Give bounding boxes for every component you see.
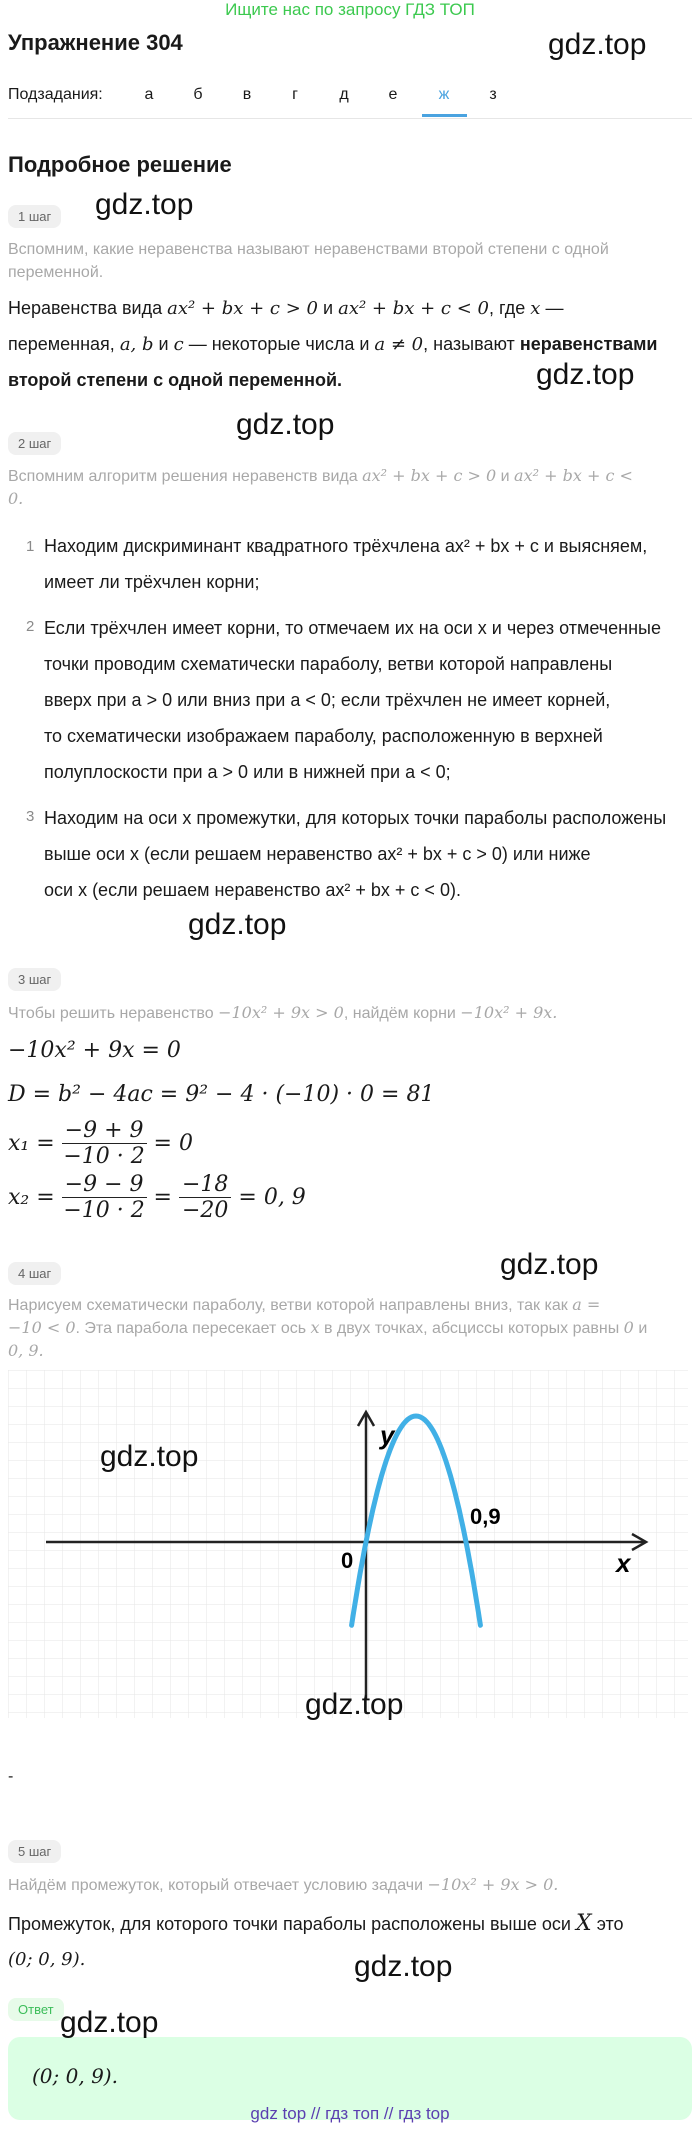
subtask-tab-d[interactable]: д	[339, 86, 349, 103]
footer-links[interactable]: gdz top // гдз топ // гдз top	[250, 2104, 450, 2123]
root-x1-equation: x₁ = $\frac{-9 + 9}{-10 \cdot 2}$ = 0	[8, 1118, 193, 1169]
watermark: gdz.top	[354, 1950, 453, 1983]
watermark: gdz.top	[100, 1440, 199, 1473]
active-tab-indicator	[422, 114, 467, 117]
section-title: Подробное решение	[8, 152, 232, 177]
step5-muted-text: Найдём промежуток, который отвечает условию задачи −10x² + 9x > 0.	[8, 1875, 559, 1894]
watermark: gdz.top	[188, 908, 287, 941]
step-badge: 5 шаг	[8, 1840, 61, 1863]
list-item-line: точки проводим схематически параболу, ветви которой направлены	[44, 654, 613, 674]
subtask-tab-z[interactable]: з	[489, 86, 497, 103]
list-number: 3	[26, 808, 35, 825]
origin-label: 0	[341, 1548, 354, 1573]
step4-muted-text-2: −10 < 0. Эта парабола пересекает ось x в двух точках, абсциссы которых равны 0 и	[8, 1318, 648, 1337]
step4-muted-text-3: 0, 9.	[8, 1341, 44, 1360]
step-badge: 1 шаг	[8, 205, 61, 228]
x-axis-label: x	[616, 1548, 631, 1578]
equation: −10x² + 9x = 0	[8, 1038, 181, 1063]
subtask-tab-e[interactable]: е	[388, 86, 398, 103]
list-item-line: оси x (если решаем неравенство ax² + bx + c < 0).	[44, 880, 461, 900]
watermark: gdz.top	[536, 358, 635, 391]
step2-muted-text: Вспомним алгоритм решения неравенств вида ax² + bx + c > 0 и ax² + bx + c <	[8, 466, 633, 485]
step-badge: 4 шаг	[8, 1262, 61, 1285]
root-x2-equation: x₂ = $\frac{-9 - 9}{-10 \cdot 2}$ = $\frac{-18}{-20}$ = 0, 9	[8, 1172, 306, 1223]
list-item-line: вверх при a > 0 или вниз при a < 0; если трёхчлен не имеет корней,	[44, 690, 611, 710]
step-badge: 2 шаг	[8, 432, 61, 455]
discriminant-equation: D = b² − 4ac = 9² − 4 · (−10) · 0 = 81	[8, 1082, 435, 1107]
top-banner: Ищите нас по запросу ГДЗ ТОП	[225, 0, 475, 19]
answer-value: (0; 0, 9).	[32, 2064, 118, 2088]
step-muted-text: Вспомним, какие неравенства называют неравенствами второй степени с одной переменной.	[8, 241, 609, 281]
subtask-tab-v[interactable]: в	[242, 86, 252, 103]
page-title: Упражнение 304	[8, 30, 183, 55]
list-item-line: выше оси x (если решаем неравенство ax² + bx + c > 0) или ниже	[44, 844, 591, 864]
step1-line2: переменная, a, b и c — некоторые числа и a ≠ 0, называют неравенствами	[8, 334, 658, 355]
divider	[8, 118, 692, 119]
separator-dash: -	[8, 1768, 14, 1785]
subtask-tab-g[interactable]: г	[292, 86, 298, 103]
list-item-line: Находим дискриминант квадратного трёхчлена ax² + bx + c и выясняем,	[44, 536, 648, 556]
step5-interval: (0; 0, 9).	[8, 1949, 86, 1970]
subtask-tab-b[interactable]: б	[193, 86, 203, 103]
watermark: gdz.top	[548, 28, 647, 61]
answer-badge: Ответ	[8, 1998, 64, 2021]
watermark: gdz.top	[500, 1248, 599, 1281]
list-item-line: то схематически изображаем параболу, расположенную в верхней	[44, 726, 603, 746]
subtask-tab-a[interactable]: а	[144, 86, 154, 103]
step2-muted-text-tail: 0.	[8, 489, 24, 508]
watermark: gdz.top	[60, 2006, 159, 2039]
watermark: gdz.top	[95, 188, 194, 221]
y-axis-label: y	[380, 1420, 395, 1450]
list-item-line: Находим на оси x промежутки, для которых точки параболы расположены	[44, 808, 667, 828]
parabola-graph	[8, 1370, 688, 1718]
subtasks-label: Подзадания:	[8, 86, 103, 103]
list-number: 2	[26, 618, 35, 635]
list-item-line: полуплоскости при a > 0 или в нижней при a < 0;	[44, 762, 451, 782]
list-item-line: имеет ли трёхчлен корни;	[44, 572, 260, 592]
watermark: gdz.top	[305, 1688, 404, 1721]
step5-line1: Промежуток, для которого точки параболы расположены выше оси X это	[8, 1911, 624, 1936]
subtask-tab-zh[interactable]: ж	[438, 86, 450, 103]
step-badge: 3 шаг	[8, 968, 61, 991]
step4-muted-text: Нарисуем схематически параболу, ветви которой направлены вниз, так как a =	[8, 1295, 601, 1314]
grid	[8, 1370, 688, 1718]
step3-muted-text: Чтобы решить неравенство −10x² + 9x > 0, найдём корни −10x² + 9x.	[8, 1003, 558, 1022]
root-label: 0,9	[470, 1504, 501, 1529]
list-item-line: Если трёхчлен имеет корни, то отмечаем их на оси x и через отмеченные	[44, 618, 662, 638]
step1-line3: второй степени с одной переменной.	[8, 370, 343, 390]
list-number: 1	[26, 538, 35, 555]
step1-line1: Неравенства вида ax² + bx + c > 0 и ax² + bx + c < 0, где x —	[8, 298, 564, 319]
watermark: gdz.top	[236, 408, 335, 441]
